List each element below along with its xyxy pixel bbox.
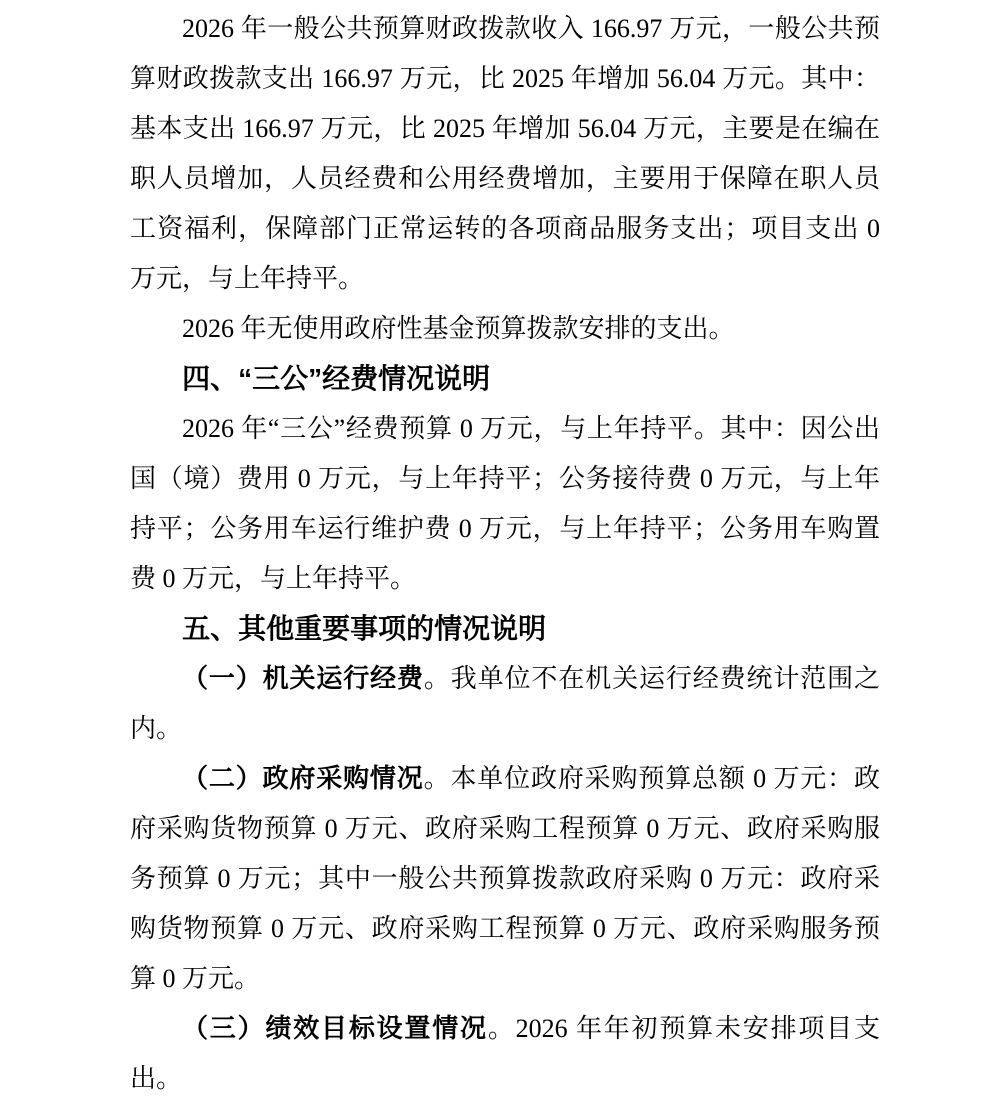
section-heading-other-important-items: 五、其他重要事项的情况说明 — [182, 613, 547, 644]
paragraph-lead: （二）政府采购情况 — [182, 764, 424, 793]
paragraph-government-procurement: （二）政府采购情况。本单位政府采购预算总额 0 万元：政府采购货物预算 0 万元、政府采购工程预算 0 万元、政府采购服务预算 0 万元；其中一般公共预算拨款政府采购 0 万元：政府采购货物预算 0 万元、政府采购工程预算 0 万元、政府采购服务预算 0 万元。 — [130, 764, 880, 993]
paragraph-lead: （三）绩效目标设置情况 — [182, 1014, 488, 1043]
document-body — [130, 4, 880, 1104]
paragraph-sangong-detail: 2026 年“三公”经费预算 0 万元，与上年持平。其中：因公出国（境）费用 0 万元，与上年持平；公务接待费 0 万元，与上年持平；公务用车运行维护费 0 万元，与上年持平；公务用车购置费 0 万元，与上年持平。 — [130, 414, 880, 593]
paragraph-lead: （一）机关运行经费 — [182, 664, 424, 693]
paragraph-performance-targets: （三）绩效目标设置情况。2026 年年初预算未安排项目支出。 — [130, 1014, 880, 1093]
paragraph-government-fund: 2026 年无使用政府性基金预算拨款安排的支出。 — [182, 314, 735, 343]
section-heading-sangong-expenses: 四、“三公”经费情况说明 — [182, 363, 491, 394]
paragraph-general-public-budget: 2026 年一般公共预算财政拨款收入 166.97 万元，一般公共预算财政拨款支出 166.97 万元，比 2025 年增加 56.04 万元。其中：基本支出 166.97 万元，比 2025 年增加 56.04 万元，主要是在编在职人员增加，人员经费和公用经费增加，主要用于保障在职人员工资福利，保障部门正常运转的各项商品服务支出；项目支出 0 万元，与上年持平。 — [130, 14, 880, 293]
paragraph-agency-operating-expenses: （一）机关运行经费。我单位不在机关运行经费统计范围之内。 — [130, 664, 880, 743]
